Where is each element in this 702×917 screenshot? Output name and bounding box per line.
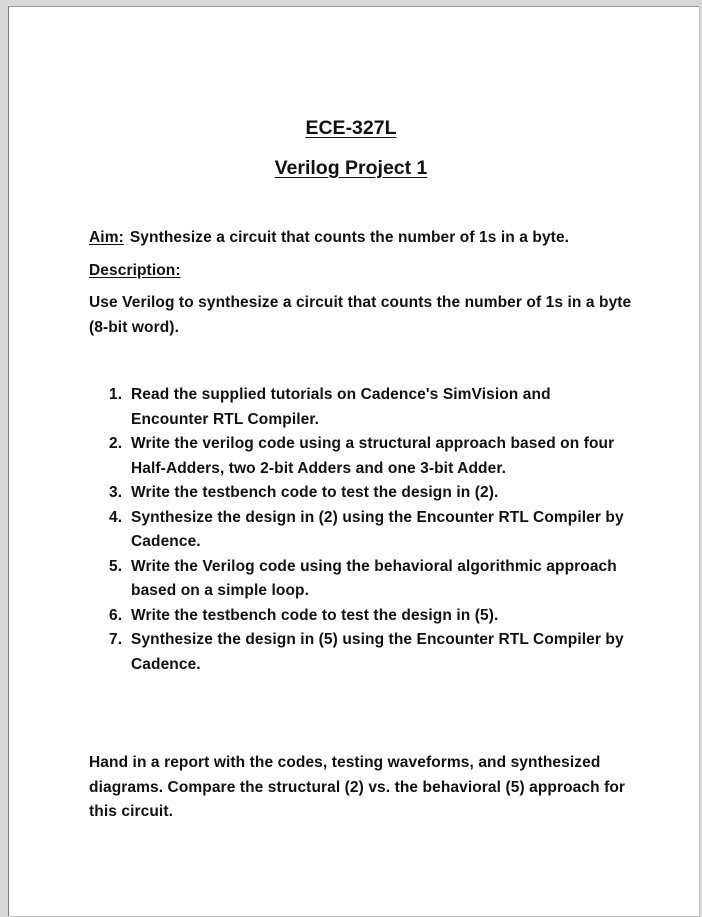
step-number: 6. (109, 606, 123, 624)
project-title-text: Verilog Project 1 (274, 157, 428, 179)
step-number: 3. (109, 484, 123, 501)
steps-list (89, 383, 649, 677)
aim-paragraph (89, 226, 649, 251)
step-number: 4. (109, 508, 123, 526)
list-item (89, 432, 631, 481)
step-number: 7. (109, 631, 123, 648)
aim-label: Aim: (89, 229, 124, 246)
step-text: Write the Verilog code using the behavioral algorithmic approach based on a simple loop. (131, 557, 617, 599)
list-item (89, 628, 631, 677)
step-number: 5. (109, 557, 123, 575)
step-number: 2. (109, 435, 123, 452)
list-item (89, 555, 631, 604)
step-text: Synthesize the design in (2) using the Encounter RTL Compiler by Cadence. (131, 508, 624, 550)
list-item (89, 604, 631, 629)
list-item (89, 506, 631, 555)
description-body: Use Verilog to synthesize a circuit that counts the number of 1s in a byte (8-bit word). (89, 294, 632, 336)
project-title-heading (0, 154, 702, 182)
course-code-text: ECE-327L (305, 117, 397, 139)
list-item (89, 383, 631, 432)
step-text: Synthesize the design in (5) using the Encounter RTL Compiler by Cadence. (131, 631, 624, 673)
description-heading: Description: (89, 262, 181, 279)
step-text: Read the supplied tutorials on Cadence's SimVision and Encounter RTL Compiler. (131, 386, 551, 428)
step-text: Write the testbench code to test the design in (5). (131, 606, 499, 624)
step-text: Write the verilog code using a structural approach based on four Half-Adders, two 2-bit Adders and one 3-bit Adder. (131, 435, 615, 477)
course-code-heading (0, 114, 702, 142)
aim-text: Synthesize a circuit that counts the number of 1s in a byte. (129, 229, 570, 246)
report-paragraph: Hand in a report with the codes, testing waveforms, and synthesized diagrams. Compare the structural (2) vs. the behavioral (5) approach for this circuit. (89, 754, 626, 820)
list-item (89, 481, 631, 506)
step-text: Write the testbench code to test the design in (2). (131, 484, 499, 501)
step-number: 1. (109, 386, 123, 403)
